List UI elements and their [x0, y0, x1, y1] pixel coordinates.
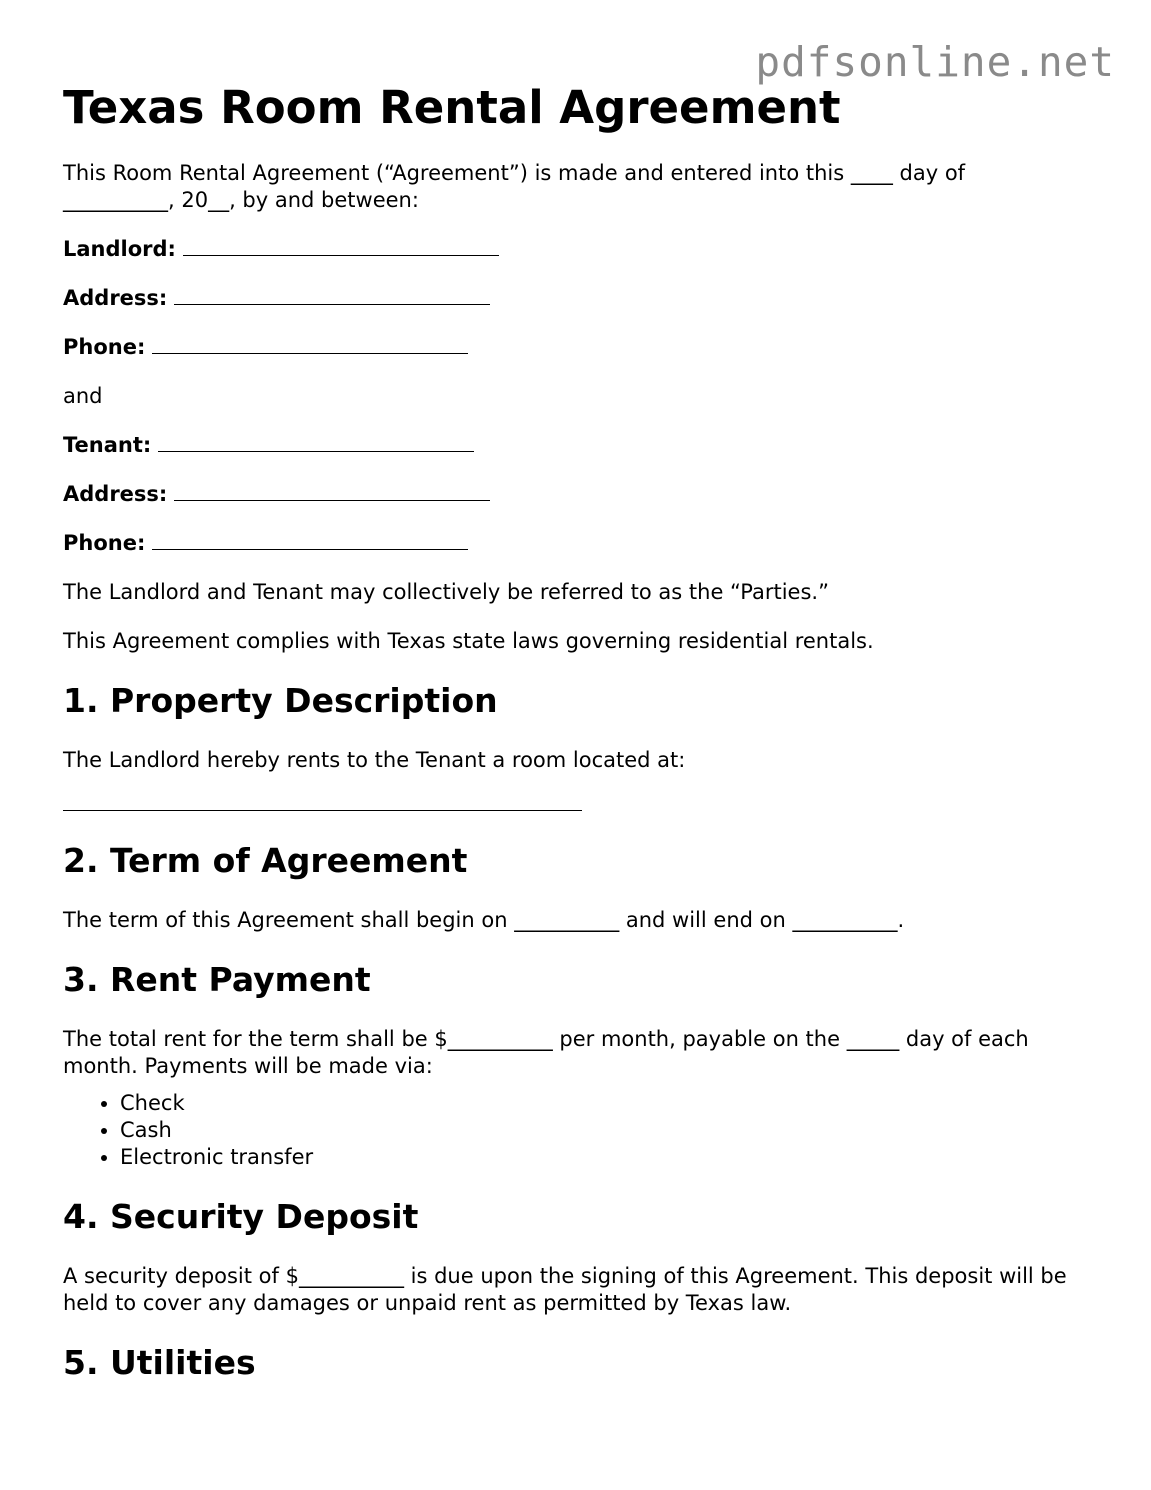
section-heading-rent: 3. Rent Payment: [63, 960, 371, 999]
document-page: [63, 80, 1073, 1383]
tenant-phone-blank[interactable]: [152, 531, 468, 550]
page-title: Texas Room Rental Agreement: [63, 81, 841, 134]
tenant-address-label: Address:: [63, 482, 168, 506]
list-item: • Electronic transfer: [120, 1144, 1073, 1171]
tenant-name-field: [63, 432, 1073, 459]
compliance-paragraph: This Agreement complies with Texas state laws governing residential rentals.: [63, 629, 874, 653]
property-paragraph: The Landlord hereby rents to the Tenant a room located at:: [63, 748, 686, 772]
property-address-blank[interactable]: [63, 792, 582, 811]
landlord-address-blank[interactable]: [174, 286, 490, 305]
landlord-name-blank[interactable]: [183, 237, 499, 256]
and-text: and: [63, 384, 103, 408]
tenant-address-field: [63, 481, 1073, 508]
watermark: pdfsonline.net: [755, 38, 1115, 86]
term-paragraph: The term of this Agreement shall begin on __________ and will end on __________.: [63, 908, 905, 932]
section-heading-term: 2. Term of Agreement: [63, 841, 468, 880]
section-heading-utilities: 5. Utilities: [63, 1343, 256, 1382]
section-heading-property: 1. Property Description: [63, 681, 498, 720]
tenant-address-blank[interactable]: [174, 482, 490, 501]
intro-paragraph: This Room Rental Agreement (“Agreement”) is made and entered into this ____ day of __________, 20__, by and between:: [63, 161, 966, 212]
parties-paragraph: The Landlord and Tenant may collectively be referred to as the “Parties.”: [63, 580, 829, 604]
section-heading-deposit: 4. Security Deposit: [63, 1197, 419, 1236]
tenant-phone-label: Phone:: [63, 531, 146, 555]
tenant-phone-field: [63, 530, 1073, 557]
landlord-name-field: [63, 236, 1073, 263]
landlord-address-field: [63, 285, 1073, 312]
list-item: • Cash: [120, 1117, 1073, 1144]
property-address-line[interactable]: [63, 774, 1073, 818]
list-item: • Check: [120, 1090, 1073, 1117]
landlord-phone-label: Phone:: [63, 335, 146, 359]
landlord-address-label: Address:: [63, 286, 168, 310]
landlord-phone-field: [63, 334, 1073, 361]
landlord-name-label: Landlord:: [63, 237, 176, 261]
tenant-name-blank[interactable]: [158, 433, 474, 452]
rent-paragraph: The total rent for the term shall be $__________ per month, payable on the _____ day of each month. Payments will be made via:: [63, 1027, 1029, 1078]
payment-methods-list: [63, 1090, 1073, 1171]
landlord-phone-blank[interactable]: [152, 335, 468, 354]
tenant-name-label: Tenant:: [63, 433, 152, 457]
deposit-paragraph: A security deposit of $__________ is due upon the signing of this Agreement. This deposit will be held to cover any damages or unpaid rent as permitted by Texas law.: [63, 1264, 1067, 1315]
